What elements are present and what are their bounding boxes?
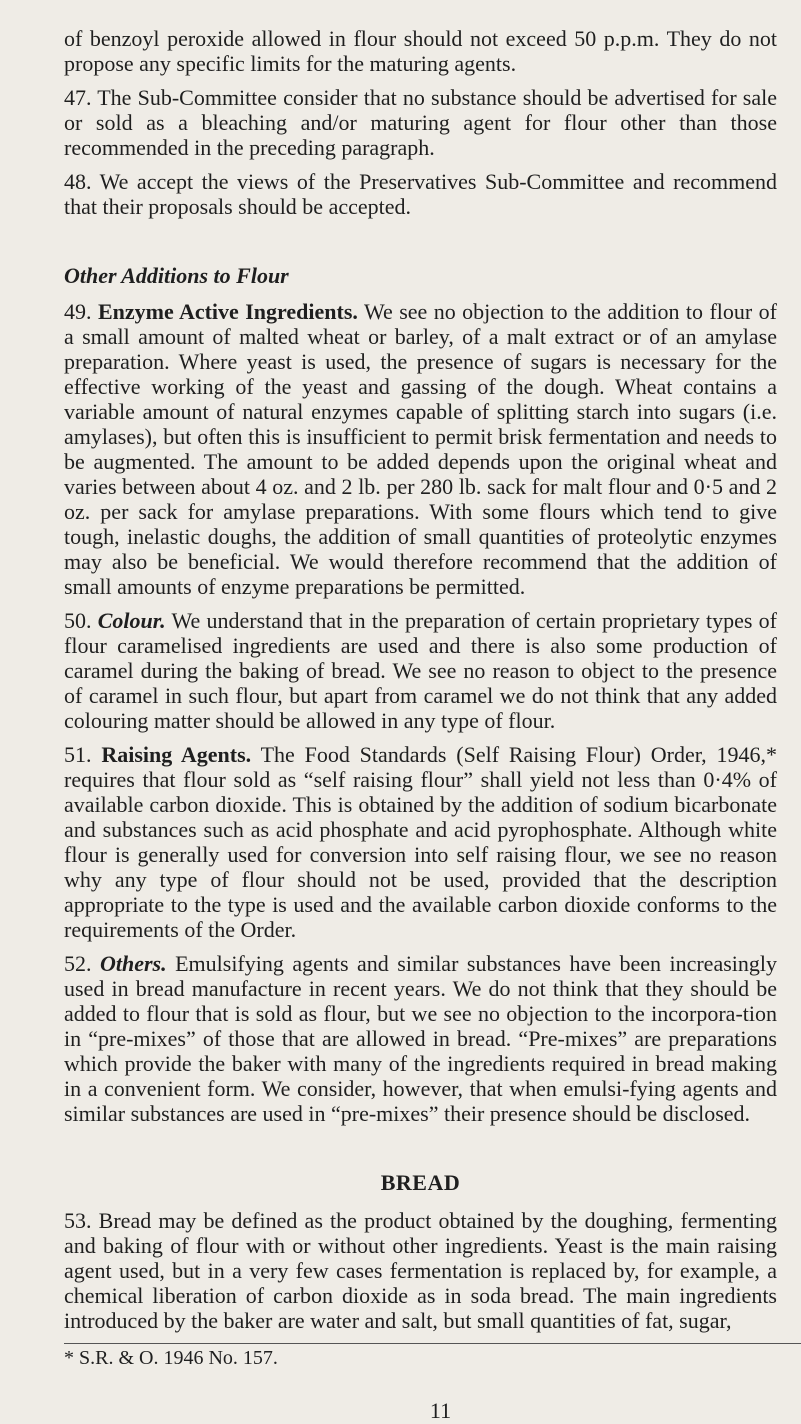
paragraph-48: 48. We accept the views of the Preservatives Sub-Committee and recommend that their proposals should be accepted. xyxy=(64,169,777,219)
page-number: 11 xyxy=(429,1398,452,1423)
footnote-divider xyxy=(64,1343,801,1344)
paragraph-53: 53. Bread may be defined as the product obtained by the doughing, fermenting and baking of flour with or without other ingredients. Yeast is the main raising agent used, but in a very few cases fermentation is replaced by, for example, a chemical liberation of carbon dioxide as in soda bread. The main ingredients introduced by the baker are water and salt, but small quantities of fat, sugar, xyxy=(64,1208,777,1333)
paragraph-51-title: Raising Agents. xyxy=(101,742,252,767)
paragraph-51-number: 51. xyxy=(64,742,92,767)
paragraph-50-title: Colour. xyxy=(97,608,166,633)
section-heading-other-additions: Other Additions to Flour xyxy=(64,263,289,288)
paragraph-49 xyxy=(64,299,777,599)
paragraph-50 xyxy=(64,608,777,733)
paragraph-52-number: 52. xyxy=(64,951,92,976)
paragraph-50-number: 50. xyxy=(64,608,92,633)
paragraph-50-body: We understand that in the preparation of certain proprietary types of flour caramelised ingredients are used and there is also some production of caramel during the baking of bread. We see no reason to object to the presence of caramel in such flour, but apart from caramel we do not think that any added colouring matter should be allowed in any type of flour. xyxy=(64,608,777,733)
section-heading-bread: BREAD xyxy=(380,1170,461,1195)
paragraph-49-body: We see no objection to the addition to flour of a small amount of malted wheat or barley, of a malt extract or of an amylase preparation. Where yeast is used, the presence of sugars is necessary for the effective working of the yeast and gassing of the dough. Wheat contains a variable amount of natural enzymes capable of splitting starch into sugars (i.e. amylases), but often this is insufficient to permit brisk fermentation and needs to be augmented. The amount to be added depends upon the original wheat and varies between about 4 oz. and 2 lb. per 280 lb. sack for malt flour and 0·5 and 2 oz. per sack for amylase preparations. With some flours which tend to give tough, inelastic doughs, the addition of small quantities of proteolytic enzymes may also be beneficial. We would therefore recommend that the addition of small amounts of enzyme preparations be permitted. xyxy=(64,299,778,599)
paragraph-52-title: Others. xyxy=(99,951,167,976)
paragraph-51 xyxy=(64,742,777,942)
paragraph-49-number: 49. xyxy=(64,299,92,324)
paragraph-47: 47. The Sub-Committee consider that no substance should be advertised for sale or sold as a bleaching and/or maturing agent for flour other than those recommended in the preceding paragraph. xyxy=(64,85,777,160)
paragraph-52 xyxy=(64,951,777,1126)
paragraph-52-body: Emulsifying agents and similar substances have been increasingly used in bread manufacture in recent years. We do not think that they should be added to flour that is sold as flour, but we see no objection to the incorpora-tion in “pre-mixes” of those that are allowed in bread. “Pre-mixes” are preparations which provide the baker with many of the ingredients required in bread making in a convenient form. We consider, however, that when emulsi-fying agents and similar substances are used in “pre-mixes” their presence should be disclosed. xyxy=(64,951,777,1126)
paragraph-51-body: The Food Standards (Self Raising Flour) Order, 1946,* requires that flour sold as “self raising flour” shall yield not less than 0·4% of available carbon dioxide. This is obtained by the addition of sodium bicarbonate and substances such as acid phosphate and acid pyrophosphate. Although white flour is generally used for conversion into self raising flour, we see no reason why any type of flour should not be used, provided that the description appropriate to the type is used and the available carbon dioxide conforms to the requirements of the Order. xyxy=(64,742,777,942)
footnote: * S.R. & O. 1946 No. 157. xyxy=(64,1347,278,1369)
paragraph-49-title: Enzyme Active Ingredients. xyxy=(97,299,358,324)
paragraph-continuation: of benzoyl peroxide allowed in flour should not exceed 50 p.p.m. They do not propose any specific limits for the maturing agents. xyxy=(64,26,777,76)
